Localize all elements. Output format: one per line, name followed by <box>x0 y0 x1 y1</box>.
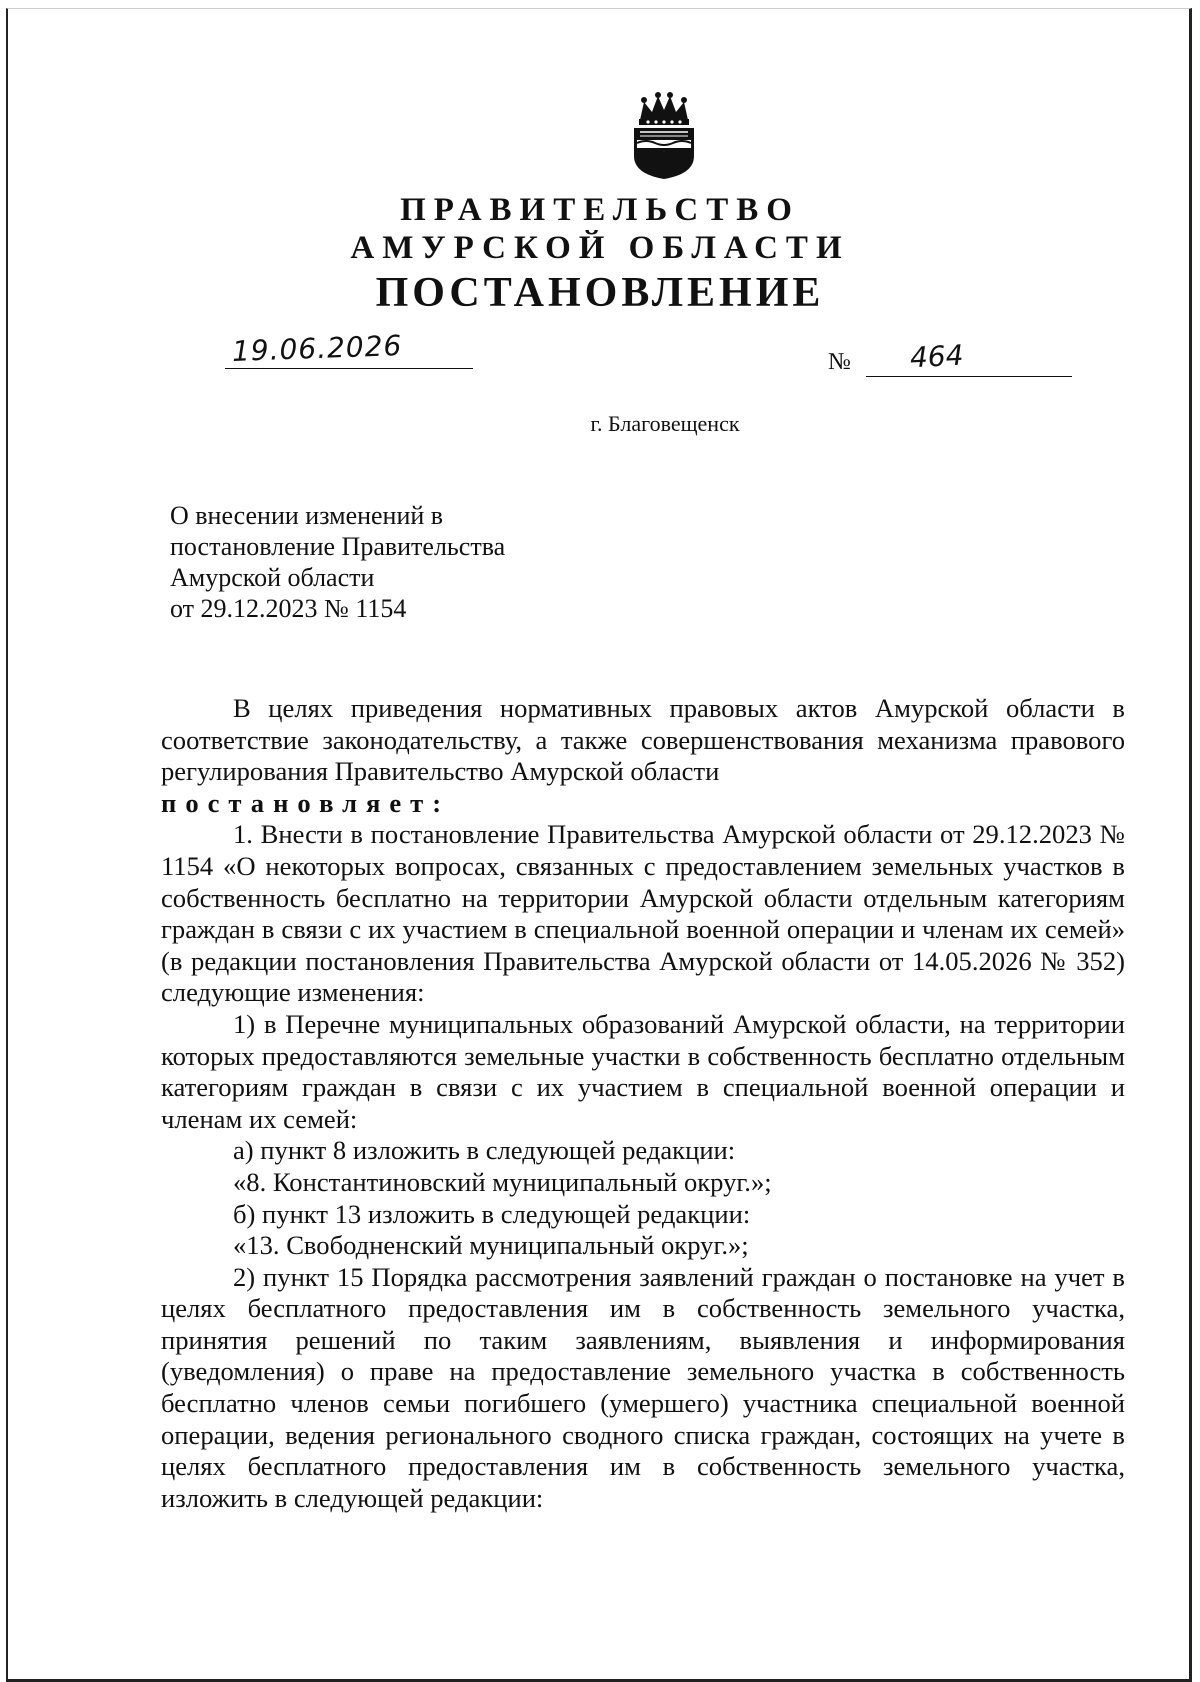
subject-block <box>170 500 590 624</box>
clause-1-2: 2) пункт 15 Порядка рассмотрения заявлений граждан о постановке на учет в целях бесплатного предоставления им в собственность земельного участка, принятия решений по таким заявлениям, выявления и информирования (уведомления) о праве на предоставление земельного участка в собственность бесплатно членов семьи погибшего (умершего) участника специальной военной операции, ведения регионального сводного списка граждан, состоящих на учете в целях бесплатного предоставления им в собственность земельного участка, изложить в следующей редакции: <box>161 1261 1125 1513</box>
government-title-line1: ПРАВИТЕЛЬСТВО <box>400 192 800 228</box>
clause-1: 1. Внести в постановление Правительства Амурской области от 29.12.2023 № 1154 «О некоторых вопросах, связанных с предоставлением земельных участков в собственность бесплатно на территории Амурской области отдельным категориям граждан в связи с их участием в специальной военной операции и членам их семей» (в редакции постановления Правительства Амурской области от 14.05.2026 № 352) следующие изменения: <box>161 819 1125 1008</box>
clause-1-1-a-text: «8. Константиновский муниципальный округ.»; <box>233 1166 772 1197</box>
subject-line: О внесении изменений в <box>170 501 444 530</box>
clause-1-1-b: б) пункт 13 изложить в следующей редакции: <box>233 1198 751 1229</box>
clause-1-1: 1) в Перечне муниципальных образований Амурской области, на территории которых предоставляются земельные участки в собственность бесплатно отдельным категориям граждан в связи с их участием в специальной военной операции и членам их семей: <box>161 1008 1125 1134</box>
subject-line: постановление Правительства <box>170 532 506 561</box>
document-number: 464 <box>909 338 965 375</box>
subject-line: Амурской области <box>170 563 375 592</box>
city: г. Благовещенск <box>590 411 740 436</box>
decree-word: постановляет: <box>161 787 451 818</box>
document-date: 19.06.2026 <box>231 329 403 368</box>
document-body <box>161 693 1125 1514</box>
intro-paragraph: В целях приведения нормативных правовых актов Амурской области в соответствие законодательству, а также совершенствования механизма правового регулирования Правительство Амурской области <box>161 693 1125 787</box>
number-underline <box>866 376 1072 377</box>
number-sign: № <box>828 349 851 375</box>
government-title-line2: АМУРСКОЙ ОБЛАСТИ <box>350 230 850 266</box>
subject-line: от 29.12.2023 № 1154 <box>170 594 407 623</box>
clause-1-1-a: а) пункт 8 изложить в следующей редакции: <box>233 1135 736 1166</box>
clause-1-1-b-text: «13. Свободненский муниципальный округ.»; <box>233 1230 749 1261</box>
date-underline <box>225 368 473 369</box>
document-type: ПОСТАНОВЛЕНИЕ <box>375 270 825 316</box>
decree-word-paragraph <box>161 788 1125 820</box>
amur-region-coat-of-arms-icon <box>626 90 702 180</box>
